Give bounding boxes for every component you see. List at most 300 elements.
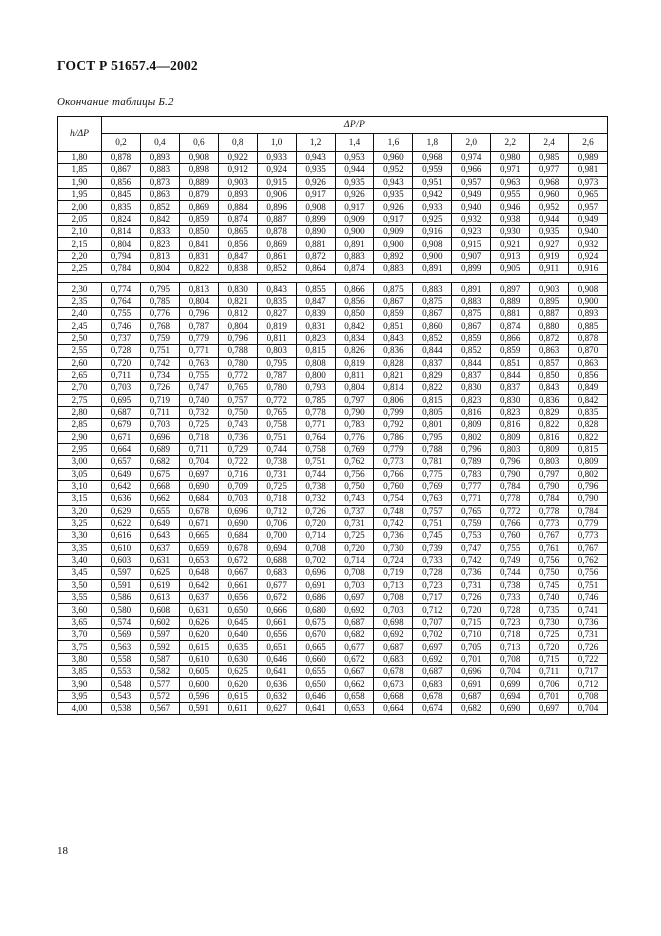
table-cell: 0,674 bbox=[413, 703, 452, 715]
table-cell: 0,664 bbox=[374, 703, 413, 715]
table-cell: 0,768 bbox=[140, 320, 179, 332]
table-cell: 0,702 bbox=[413, 629, 452, 641]
table-cell: 0,712 bbox=[257, 505, 296, 517]
table-cell: 0,689 bbox=[140, 443, 179, 455]
table-cell: 0,811 bbox=[335, 369, 374, 381]
table-cell: 0,803 bbox=[491, 443, 530, 455]
table-row bbox=[58, 213, 608, 225]
table-cell: 0,774 bbox=[102, 283, 141, 295]
table-cell: 0,974 bbox=[452, 152, 491, 164]
table-cell: 0,859 bbox=[179, 213, 218, 225]
table-cell: 0,903 bbox=[530, 283, 569, 295]
table-cell: 0,688 bbox=[257, 555, 296, 567]
column-header: 0,4 bbox=[140, 134, 179, 152]
table-cell: 0,569 bbox=[102, 629, 141, 641]
table-cell: 0,867 bbox=[413, 308, 452, 320]
table-cell: 0,940 bbox=[452, 201, 491, 213]
table-cell: 0,713 bbox=[491, 641, 530, 653]
table-cell: 0,784 bbox=[569, 505, 608, 517]
table-cell: 0,743 bbox=[218, 419, 257, 431]
table-cell: 0,711 bbox=[179, 443, 218, 455]
column-header: 0,8 bbox=[218, 134, 257, 152]
table-cell: 0,834 bbox=[335, 332, 374, 344]
table-cell: 0,809 bbox=[530, 443, 569, 455]
table-cell: 0,855 bbox=[296, 283, 335, 295]
table-cell: 0,873 bbox=[140, 176, 179, 188]
table-cell: 0,687 bbox=[452, 690, 491, 702]
table-cell: 0,773 bbox=[530, 517, 569, 529]
table-cell: 0,816 bbox=[491, 419, 530, 431]
table-cell: 0,831 bbox=[179, 250, 218, 262]
table-cell: 0,926 bbox=[374, 201, 413, 213]
table-row bbox=[58, 542, 608, 554]
table-cell: 0,898 bbox=[179, 164, 218, 176]
row-label: 3,60 bbox=[58, 604, 102, 616]
table-cell: 0,738 bbox=[491, 579, 530, 591]
table-cell: 0,726 bbox=[140, 382, 179, 394]
table-cell: 0,643 bbox=[140, 530, 179, 542]
table-cell: 0,691 bbox=[296, 579, 335, 591]
table-row bbox=[58, 468, 608, 480]
table-cell: 0,771 bbox=[452, 493, 491, 505]
table-cell: 0,709 bbox=[218, 480, 257, 492]
row-label: 2,15 bbox=[58, 238, 102, 250]
table-cell: 0,872 bbox=[296, 250, 335, 262]
table-cell: 0,804 bbox=[335, 382, 374, 394]
table-cell: 0,726 bbox=[296, 505, 335, 517]
table-cell: 0,641 bbox=[257, 666, 296, 678]
table-cell: 0,785 bbox=[140, 295, 179, 307]
table-cell: 0,802 bbox=[569, 468, 608, 480]
table-row bbox=[58, 431, 608, 443]
table-caption: Окончание таблицы Б.2 bbox=[57, 96, 174, 108]
table-cell: 0,801 bbox=[413, 419, 452, 431]
table-cell: 0,815 bbox=[569, 443, 608, 455]
table-cell: 0,708 bbox=[296, 542, 335, 554]
table-cell: 0,772 bbox=[218, 369, 257, 381]
column-header: 0,6 bbox=[179, 134, 218, 152]
table-cell: 0,966 bbox=[452, 164, 491, 176]
table-cell: 0,690 bbox=[179, 480, 218, 492]
table-cell: 0,720 bbox=[102, 357, 141, 369]
table-cell: 0,773 bbox=[374, 456, 413, 468]
table-cell: 0,891 bbox=[335, 238, 374, 250]
table-header-row-group bbox=[58, 117, 608, 134]
table-cell: 0,874 bbox=[335, 263, 374, 275]
table-cell: 0,668 bbox=[140, 480, 179, 492]
table-cell: 0,859 bbox=[452, 332, 491, 344]
table-cell: 0,754 bbox=[374, 493, 413, 505]
table-body bbox=[58, 152, 608, 715]
row-label: 2,85 bbox=[58, 419, 102, 431]
table-cell: 0,760 bbox=[374, 480, 413, 492]
row-label: 4,00 bbox=[58, 703, 102, 715]
table-cell: 0,803 bbox=[257, 345, 296, 357]
table-cell: 0,865 bbox=[218, 226, 257, 238]
table-cell: 0,712 bbox=[569, 678, 608, 690]
table-cell: 0,682 bbox=[335, 629, 374, 641]
table-cell: 0,696 bbox=[218, 505, 257, 517]
table-cell: 0,861 bbox=[257, 250, 296, 262]
table-row bbox=[58, 176, 608, 188]
table-row bbox=[58, 238, 608, 250]
table-row bbox=[58, 666, 608, 678]
table-cell: 0,582 bbox=[140, 666, 179, 678]
table-cell: 0,985 bbox=[530, 152, 569, 164]
table-cell: 0,924 bbox=[257, 164, 296, 176]
table-cell: 0,922 bbox=[218, 152, 257, 164]
table-cell: 0,697 bbox=[530, 703, 569, 715]
table-cell: 0,808 bbox=[296, 357, 335, 369]
table-row bbox=[58, 604, 608, 616]
table-cell: 0,852 bbox=[452, 345, 491, 357]
table-cell: 0,778 bbox=[530, 505, 569, 517]
table-row bbox=[58, 345, 608, 357]
table-cell: 0,915 bbox=[257, 176, 296, 188]
table-cell: 0,756 bbox=[530, 555, 569, 567]
table-cell: 0,728 bbox=[491, 604, 530, 616]
table-cell: 0,717 bbox=[413, 592, 452, 604]
table-cell: 0,830 bbox=[452, 382, 491, 394]
table-cell: 0,722 bbox=[569, 653, 608, 665]
row-label: 3,00 bbox=[58, 456, 102, 468]
table-cell: 0,788 bbox=[218, 345, 257, 357]
row-label: 2,60 bbox=[58, 357, 102, 369]
table-cell: 0,926 bbox=[296, 176, 335, 188]
row-label: 3,80 bbox=[58, 653, 102, 665]
table-cell: 0,850 bbox=[179, 226, 218, 238]
table-cell: 0,893 bbox=[140, 152, 179, 164]
table-cell: 0,751 bbox=[140, 345, 179, 357]
table-cell: 0,690 bbox=[218, 517, 257, 529]
table-cell: 0,796 bbox=[569, 480, 608, 492]
table-cell: 0,823 bbox=[296, 332, 335, 344]
table-cell: 0,597 bbox=[102, 567, 141, 579]
table-cell: 0,981 bbox=[569, 164, 608, 176]
table-cell: 0,586 bbox=[102, 592, 141, 604]
table-cell: 0,678 bbox=[374, 666, 413, 678]
table-cell: 0,946 bbox=[491, 201, 530, 213]
table-cell: 0,900 bbox=[413, 250, 452, 262]
table-cell: 0,698 bbox=[374, 616, 413, 628]
table-cell: 0,737 bbox=[335, 505, 374, 517]
table-cell: 0,797 bbox=[335, 394, 374, 406]
table-cell: 0,822 bbox=[179, 263, 218, 275]
row-label: 2,95 bbox=[58, 443, 102, 455]
table-row bbox=[58, 152, 608, 164]
table-cell: 0,792 bbox=[374, 419, 413, 431]
table-cell: 0,883 bbox=[413, 283, 452, 295]
row-label: 3,30 bbox=[58, 530, 102, 542]
row-label: 2,10 bbox=[58, 226, 102, 238]
table-cell: 0,895 bbox=[530, 295, 569, 307]
table-cell: 0,819 bbox=[257, 320, 296, 332]
table-cell: 0,847 bbox=[218, 250, 257, 262]
table-cell: 0,949 bbox=[569, 213, 608, 225]
table-cell: 0,725 bbox=[530, 629, 569, 641]
table-cell: 0,687 bbox=[374, 641, 413, 653]
table-cell: 0,706 bbox=[257, 517, 296, 529]
table-cell: 0,766 bbox=[491, 517, 530, 529]
table-cell: 0,893 bbox=[569, 308, 608, 320]
table-cell: 0,843 bbox=[530, 382, 569, 394]
table-cell: 0,772 bbox=[257, 394, 296, 406]
table-cell: 0,779 bbox=[569, 517, 608, 529]
table-cell: 0,743 bbox=[335, 493, 374, 505]
table-cell: 0,678 bbox=[218, 542, 257, 554]
column-header: 1,2 bbox=[296, 134, 335, 152]
table-cell: 0,779 bbox=[179, 332, 218, 344]
table-row bbox=[58, 406, 608, 418]
block-separator-cell bbox=[58, 275, 608, 283]
table-cell: 0,842 bbox=[335, 320, 374, 332]
table-cell: 0,720 bbox=[335, 542, 374, 554]
table-cell: 0,728 bbox=[102, 345, 141, 357]
table-cell: 0,788 bbox=[413, 443, 452, 455]
table-cell: 0,883 bbox=[374, 263, 413, 275]
table-cell: 0,620 bbox=[179, 629, 218, 641]
table-cell: 0,675 bbox=[296, 616, 335, 628]
table-cell: 0,797 bbox=[530, 468, 569, 480]
table-cell: 0,675 bbox=[140, 468, 179, 480]
table-cell: 0,804 bbox=[179, 295, 218, 307]
table-cell: 0,694 bbox=[257, 542, 296, 554]
table-cell: 0,892 bbox=[374, 250, 413, 262]
table-cell: 0,907 bbox=[452, 250, 491, 262]
table-cell: 0,567 bbox=[140, 703, 179, 715]
table-cell: 0,781 bbox=[413, 456, 452, 468]
table-cell: 0,720 bbox=[452, 604, 491, 616]
table-cell: 0,726 bbox=[452, 592, 491, 604]
table-cell: 0,803 bbox=[530, 456, 569, 468]
table-cell: 0,696 bbox=[296, 567, 335, 579]
standard-designation-header: ГОСТ Р 51657.4—2002 bbox=[57, 58, 198, 73]
table-cell: 0,893 bbox=[218, 189, 257, 201]
table-cell: 0,574 bbox=[102, 616, 141, 628]
table-cell: 0,655 bbox=[140, 505, 179, 517]
table-cell: 0,757 bbox=[413, 505, 452, 517]
table-cell: 0,750 bbox=[335, 480, 374, 492]
table-cell: 0,857 bbox=[530, 357, 569, 369]
table-cell: 0,863 bbox=[569, 357, 608, 369]
table-cell: 0,896 bbox=[257, 201, 296, 213]
table-cell: 0,835 bbox=[569, 406, 608, 418]
table-cell: 0,852 bbox=[257, 263, 296, 275]
table-cell: 0,730 bbox=[530, 616, 569, 628]
table-cell: 0,723 bbox=[491, 616, 530, 628]
table-cell: 0,762 bbox=[335, 456, 374, 468]
table-cell: 0,711 bbox=[102, 369, 141, 381]
table-cell: 0,900 bbox=[374, 238, 413, 250]
table-cell: 0,913 bbox=[491, 250, 530, 262]
table-cell: 0,753 bbox=[452, 530, 491, 542]
row-label: 2,55 bbox=[58, 345, 102, 357]
table-cell: 0,793 bbox=[296, 382, 335, 394]
table-cell: 0,856 bbox=[218, 238, 257, 250]
table-cell: 0,856 bbox=[569, 369, 608, 381]
table-cell: 0,952 bbox=[374, 164, 413, 176]
table-cell: 0,703 bbox=[374, 604, 413, 616]
column-header: 1,4 bbox=[335, 134, 374, 152]
table-cell: 0,755 bbox=[179, 369, 218, 381]
table-cell: 0,658 bbox=[335, 690, 374, 702]
table-cell: 0,909 bbox=[374, 226, 413, 238]
table-cell: 0,636 bbox=[102, 493, 141, 505]
table-cell: 0,682 bbox=[452, 703, 491, 715]
table-cell: 0,756 bbox=[335, 468, 374, 480]
table-cell: 0,759 bbox=[452, 517, 491, 529]
table-cell: 0,671 bbox=[102, 431, 141, 443]
table-cell: 0,980 bbox=[491, 152, 530, 164]
row-label: 1,80 bbox=[58, 152, 102, 164]
table-cell: 0,672 bbox=[335, 653, 374, 665]
table-row bbox=[58, 283, 608, 295]
table-cell: 0,603 bbox=[102, 555, 141, 567]
table-cell: 0,682 bbox=[140, 456, 179, 468]
table-cell: 0,932 bbox=[569, 238, 608, 250]
table-row bbox=[58, 703, 608, 715]
row-label: 1,85 bbox=[58, 164, 102, 176]
table-cell: 0,748 bbox=[374, 505, 413, 517]
table-cell: 0,885 bbox=[569, 320, 608, 332]
table-cell: 0,778 bbox=[296, 406, 335, 418]
table-cell: 0,917 bbox=[335, 201, 374, 213]
table-cell: 0,615 bbox=[179, 641, 218, 653]
table-cell: 0,661 bbox=[218, 579, 257, 591]
table-cell: 0,719 bbox=[374, 567, 413, 579]
table-cell: 0,935 bbox=[335, 176, 374, 188]
table-cell: 0,736 bbox=[374, 530, 413, 542]
table-cell: 0,695 bbox=[102, 394, 141, 406]
table-cell: 0,740 bbox=[179, 394, 218, 406]
table-cell: 0,833 bbox=[140, 226, 179, 238]
table-cell: 0,838 bbox=[218, 263, 257, 275]
table-cell: 0,786 bbox=[374, 431, 413, 443]
table-cell: 0,677 bbox=[257, 579, 296, 591]
table-cell: 0,891 bbox=[452, 283, 491, 295]
table-cell: 0,665 bbox=[296, 641, 335, 653]
table-cell: 0,651 bbox=[257, 641, 296, 653]
table-cell: 0,866 bbox=[491, 332, 530, 344]
table-cell: 0,837 bbox=[452, 369, 491, 381]
table-cell: 0,926 bbox=[335, 189, 374, 201]
row-label: 1,95 bbox=[58, 189, 102, 201]
table-cell: 0,697 bbox=[335, 592, 374, 604]
table-cell: 0,630 bbox=[218, 653, 257, 665]
table-cell: 0,780 bbox=[218, 357, 257, 369]
table-cell: 0,662 bbox=[335, 678, 374, 690]
table-cell: 0,869 bbox=[179, 201, 218, 213]
table-cell: 0,702 bbox=[296, 555, 335, 567]
table-cell: 0,841 bbox=[179, 238, 218, 250]
row-label: 3,10 bbox=[58, 480, 102, 492]
table-cell: 0,756 bbox=[569, 567, 608, 579]
table-container bbox=[57, 116, 608, 715]
table-cell: 0,802 bbox=[452, 431, 491, 443]
table-cell: 0,844 bbox=[491, 369, 530, 381]
table-cell: 0,717 bbox=[569, 666, 608, 678]
table-cell: 0,837 bbox=[491, 382, 530, 394]
table-cell: 0,813 bbox=[140, 250, 179, 262]
table-cell: 0,592 bbox=[140, 641, 179, 653]
table-cell: 0,911 bbox=[530, 263, 569, 275]
table-cell: 0,611 bbox=[218, 703, 257, 715]
table-cell: 0,610 bbox=[102, 542, 141, 554]
table-cell: 0,775 bbox=[413, 468, 452, 480]
table-cell: 0,538 bbox=[102, 703, 141, 715]
table-row bbox=[58, 332, 608, 344]
table-row bbox=[58, 369, 608, 381]
table-cell: 0,900 bbox=[335, 226, 374, 238]
table-cell: 0,731 bbox=[335, 517, 374, 529]
table-cell: 0,771 bbox=[179, 345, 218, 357]
table-cell: 0,977 bbox=[530, 164, 569, 176]
table-cell: 0,828 bbox=[374, 357, 413, 369]
table-cell: 0,784 bbox=[491, 480, 530, 492]
table-cell: 0,968 bbox=[413, 152, 452, 164]
table-cell: 0,664 bbox=[102, 443, 141, 455]
table-cell: 0,899 bbox=[452, 263, 491, 275]
table-cell: 0,616 bbox=[102, 530, 141, 542]
table-cell: 0,725 bbox=[257, 480, 296, 492]
table-cell: 0,884 bbox=[218, 201, 257, 213]
table-cell: 0,814 bbox=[374, 382, 413, 394]
table-cell: 0,935 bbox=[530, 226, 569, 238]
table-cell: 0,830 bbox=[218, 283, 257, 295]
table-cell: 0,813 bbox=[179, 283, 218, 295]
table-cell: 0,729 bbox=[218, 443, 257, 455]
table-cell: 0,627 bbox=[257, 703, 296, 715]
column-header: 1,8 bbox=[413, 134, 452, 152]
column-header: 0,2 bbox=[102, 134, 141, 152]
table-cell: 0,780 bbox=[257, 382, 296, 394]
table-cell: 0,796 bbox=[452, 443, 491, 455]
table-cell: 0,842 bbox=[569, 394, 608, 406]
table-cell: 0,867 bbox=[452, 320, 491, 332]
table-cell: 0,881 bbox=[491, 308, 530, 320]
table-cell: 0,746 bbox=[569, 592, 608, 604]
table-head bbox=[58, 117, 608, 152]
table-cell: 0,703 bbox=[140, 419, 179, 431]
table-cell: 0,874 bbox=[491, 320, 530, 332]
table-cell: 0,605 bbox=[179, 666, 218, 678]
table-cell: 0,703 bbox=[102, 382, 141, 394]
table-cell: 0,739 bbox=[413, 542, 452, 554]
table-cell: 0,731 bbox=[452, 579, 491, 591]
table-cell: 0,678 bbox=[413, 690, 452, 702]
row-label: 3,90 bbox=[58, 678, 102, 690]
table-cell: 0,747 bbox=[452, 542, 491, 554]
table-cell: 0,912 bbox=[218, 164, 257, 176]
table-cell: 0,908 bbox=[296, 201, 335, 213]
table-cell: 0,650 bbox=[218, 604, 257, 616]
table-cell: 0,779 bbox=[374, 443, 413, 455]
table-cell: 0,952 bbox=[530, 201, 569, 213]
table-cell: 0,758 bbox=[257, 419, 296, 431]
table-cell: 0,815 bbox=[413, 394, 452, 406]
table-cell: 0,755 bbox=[491, 542, 530, 554]
table-cell: 0,867 bbox=[102, 164, 141, 176]
table-cell: 0,790 bbox=[530, 480, 569, 492]
table-cell: 0,558 bbox=[102, 653, 141, 665]
table-cell: 0,805 bbox=[413, 406, 452, 418]
table-cell: 0,903 bbox=[218, 176, 257, 188]
table-cell: 0,881 bbox=[296, 238, 335, 250]
table-row bbox=[58, 189, 608, 201]
column-header: 2,0 bbox=[452, 134, 491, 152]
table-cell: 0,738 bbox=[257, 456, 296, 468]
table-cell: 0,989 bbox=[569, 152, 608, 164]
